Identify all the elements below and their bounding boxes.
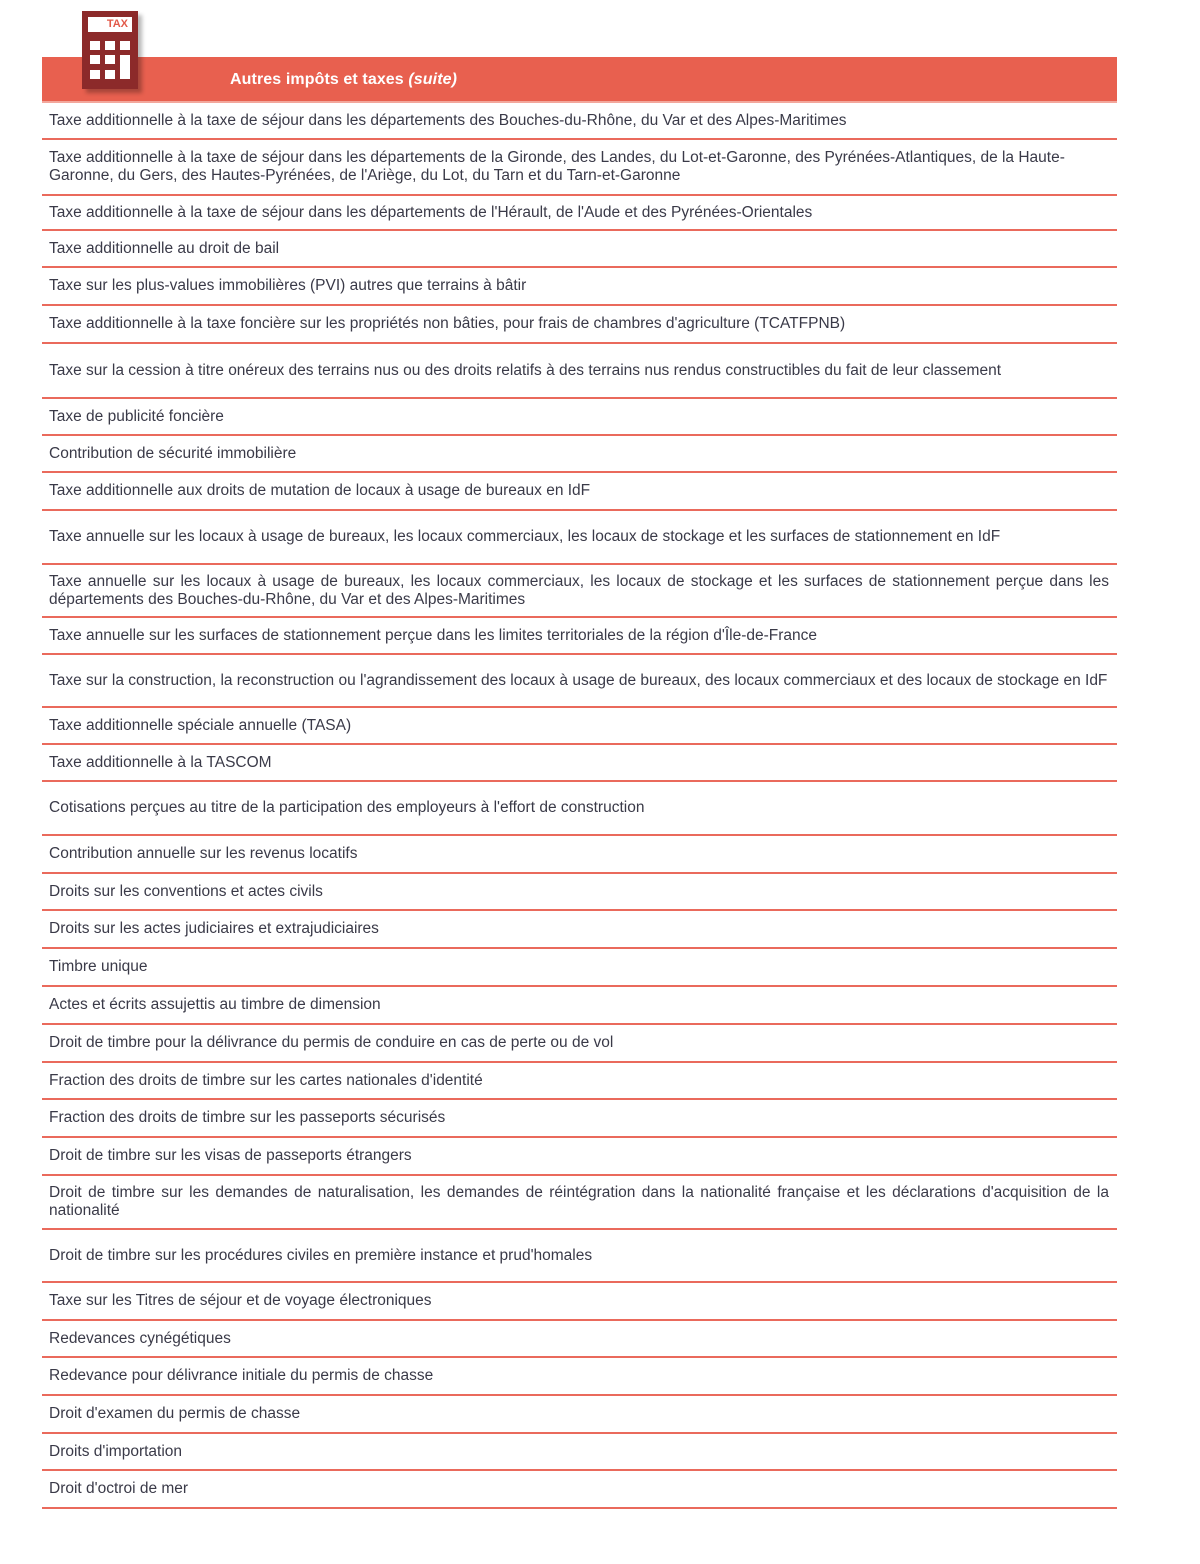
list-item-label: Taxe additionnelle à la taxe foncière sur les propriétés non bâties, pour frais de chambres d'agriculture (TCATFPNB) <box>49 315 846 332</box>
list-item-label: Droits sur les actes judiciaires et extrajudiciaires <box>49 920 379 937</box>
list-item <box>42 1230 1117 1283</box>
list-item <box>42 655 1117 708</box>
calculator-key <box>120 41 130 50</box>
list-item-label: Taxe sur les Titres de séjour et de voyage électroniques <box>49 1292 432 1309</box>
list-item-label: Cotisations perçues au titre de la participation des employeurs à l'effort de construction <box>49 799 645 816</box>
list-item <box>42 306 1117 344</box>
list-item <box>42 782 1117 836</box>
list-item-label: Taxe additionnelle au droit de bail <box>49 239 280 257</box>
list-item <box>42 836 1117 874</box>
list-item-label: Droit de timbre sur les visas de passeports étrangers <box>49 1147 412 1164</box>
list-item <box>42 874 1117 911</box>
list-item-label: Contribution annuelle sur les revenus locatifs <box>49 845 358 862</box>
list-item <box>42 103 1117 140</box>
list-item <box>42 949 1117 987</box>
list-item-label: Taxe additionnelle spéciale annuelle (TASA) <box>49 716 352 734</box>
list-item <box>42 140 1117 196</box>
list-item-label: Taxe sur la construction, la reconstruction ou l'agrandissement des locaux à usage de bureaux, des locaux commerciaux et des locaux de stockage en IdF <box>49 671 1108 689</box>
section-title-text: Autres impôts et taxes <box>230 71 404 88</box>
list-item <box>42 1358 1117 1396</box>
list-item-label: Taxe sur les plus-values immobilières (PVI) autres que terrains à bâtir <box>49 277 527 294</box>
list-item-label: Taxe additionnelle aux droits de mutation de locaux à usage de bureaux en IdF <box>49 482 591 499</box>
list-item-label: Droit de timbre sur les demandes de naturalisation, les demandes de réintégration dans la nationalité française et les déclarations d'acquisition de la nationalité <box>49 1184 1109 1219</box>
tax-list <box>42 103 1117 1509</box>
section-title-suffix: (suite) <box>408 71 458 88</box>
list-item-label: Contribution de sécurité immobilière <box>49 444 297 462</box>
list-item-label: Taxe annuelle sur les locaux à usage de bureaux, les locaux commerciaux, les locaux de stockage et les surfaces de stationnement perçue dans les départements des Bouches-du-Rhône, du Var et des Alpes-Maritimes <box>49 572 1109 608</box>
list-item <box>42 1471 1117 1509</box>
list-item-label: Taxe additionnelle à la taxe de séjour dans les départements de l'Hérault, de l'Aude et des Pyrénées-Orientales <box>49 203 813 221</box>
list-item <box>42 745 1117 782</box>
list-item <box>42 436 1117 473</box>
list-item-label: Taxe annuelle sur les locaux à usage de bureaux, les locaux commerciaux, les locaux de stockage et les surfaces de stationnement en IdF <box>49 528 1001 545</box>
calculator-key <box>90 70 100 79</box>
calculator-tax-icon <box>82 11 138 89</box>
list-item-label: Taxe additionnelle à la taxe de séjour dans les départements des Bouches-du-Rhône, du Var et des Alpes-Maritimes <box>49 111 847 129</box>
list-item-label: Droits d'importation <box>49 1442 183 1460</box>
list-item <box>42 511 1117 565</box>
list-item-label: Redevances cynégétiques <box>49 1329 231 1347</box>
list-item <box>42 987 1117 1025</box>
calculator-key-tall <box>120 55 130 79</box>
list-item <box>42 1063 1117 1100</box>
list-item <box>42 1396 1117 1434</box>
list-item-label: Taxe additionnelle à la TASCOM <box>49 753 272 771</box>
list-item-label: Droit de timbre sur les procédures civiles en première instance et prud'homales <box>49 1246 593 1264</box>
calculator-key <box>105 55 115 64</box>
list-item <box>42 911 1117 949</box>
section-title <box>230 71 457 89</box>
calculator-key <box>90 55 100 64</box>
list-item-label: Timbre unique <box>49 958 148 975</box>
list-item-label: Redevance pour délivrance initiale du permis de chasse <box>49 1367 434 1384</box>
calculator-key <box>105 41 115 50</box>
list-item <box>42 344 1117 399</box>
calculator-key <box>105 70 115 79</box>
list-item-label: Taxe additionnelle à la taxe de séjour dans les départements de la Gironde, des Landes, du Lot-et-Garonne, des Pyrénées-Atlantiques, de la Haute-Garonne, du Gers, des Hautes-Pyrénées, de l'Ariège, du Lot, du Tarn et du Tarn-et-Garonne <box>49 149 1065 184</box>
list-item <box>42 1138 1117 1176</box>
list-item-label: Droit de timbre pour la délivrance du permis de conduire en cas de perte ou de vol <box>49 1034 614 1051</box>
list-item <box>42 565 1117 618</box>
list-item <box>42 1434 1117 1471</box>
list-item-label: Actes et écrits assujettis au timbre de dimension <box>49 996 381 1013</box>
list-item <box>42 231 1117 268</box>
list-item <box>42 1176 1117 1230</box>
list-item <box>42 268 1117 306</box>
list-item <box>42 1100 1117 1138</box>
list-item <box>42 399 1117 436</box>
list-item-label: Fraction des droits de timbre sur les passeports sécurisés <box>49 1109 446 1126</box>
calculator-key <box>90 41 100 50</box>
list-item-label: Droit d'examen du permis de chasse <box>49 1405 301 1422</box>
list-item-label: Droits sur les conventions et actes civils <box>49 882 323 900</box>
calculator-screen: TAX <box>88 17 132 32</box>
section-header-band <box>42 57 1117 103</box>
list-item <box>42 1283 1117 1321</box>
list-item <box>42 618 1117 655</box>
list-item <box>42 473 1117 511</box>
list-item-label: Fraction des droits de timbre sur les cartes nationales d'identité <box>49 1071 483 1089</box>
list-item <box>42 1025 1117 1063</box>
list-item-label: Droit d'octroi de mer <box>49 1480 189 1497</box>
list-item-label: Taxe de publicité foncière <box>49 407 224 425</box>
list-item <box>42 708 1117 745</box>
list-item-label: Taxe sur la cession à titre onéreux des terrains nus ou des droits relatifs à des terrains nus rendus constructibles du fait de leur classement <box>49 361 1002 379</box>
list-item <box>42 196 1117 231</box>
list-item-label: Taxe annuelle sur les surfaces de stationnement perçue dans les limites territoriales de la région d'Île-de-France <box>49 626 818 644</box>
list-item <box>42 1321 1117 1358</box>
